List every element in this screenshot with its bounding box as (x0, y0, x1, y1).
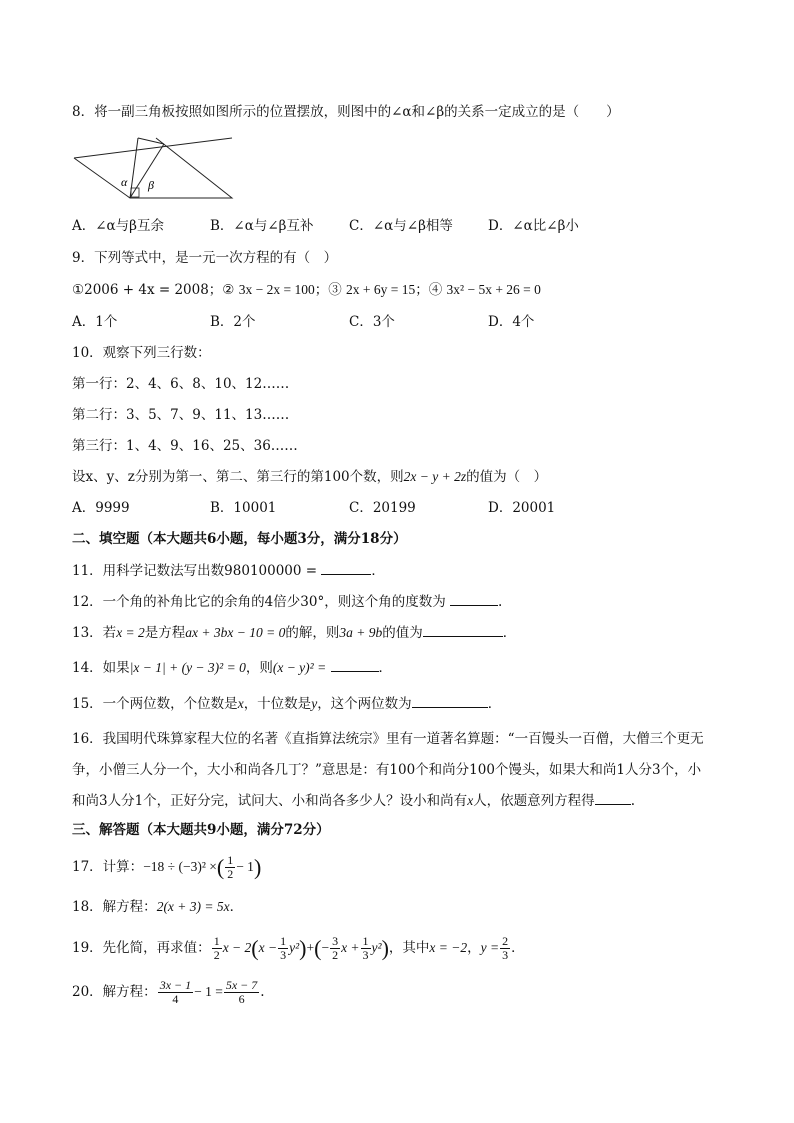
q14-end: ． (378, 660, 392, 676)
q10-stem: 10．观察下列三行数： (72, 345, 211, 361)
q8-options (72, 217, 579, 235)
q8-option-c: C．∠α与∠β相等 (349, 218, 453, 234)
q8-option-a: A．∠α与β互余 (72, 218, 164, 234)
q9-sep3: ；③ (314, 282, 342, 298)
q13-d: ax + 3bx − 10 = 0 (185, 625, 286, 640)
section-2-heading: 二、填空题（本大题共6小题，每小题3分，满分18分） (72, 531, 407, 547)
q11 (72, 562, 385, 580)
q19-t3v: x + (341, 940, 360, 955)
q10-row2: 第二行：3、5、7、9、11、13…… (72, 407, 290, 423)
q9-eq1: ①2006 + 4x = 2008；② (72, 282, 235, 298)
q15-end: ． (487, 696, 502, 712)
q14-d: (x − y)² = (272, 660, 327, 675)
q8-option-d: D．∠α比∠β小 (488, 218, 579, 234)
q19-t2v: y² (289, 940, 300, 955)
q10-expr: 2x − y + 2z (403, 469, 467, 484)
beta-label: β (148, 178, 154, 192)
q9-eq2: 3x − 2x = 100 (238, 282, 315, 297)
q18-end: ． (229, 899, 244, 915)
q9-equations (72, 281, 541, 299)
q15-c: ，这个两位数为 (317, 696, 412, 712)
q17-expr-b: − 1 (236, 859, 254, 874)
q10-ask (72, 468, 547, 486)
q9-options (72, 313, 534, 331)
q12 (72, 593, 502, 611)
q12-blank[interactable] (450, 593, 498, 606)
q11-end: ． (371, 563, 385, 579)
q15-y: y (311, 696, 318, 711)
q12-text: 12．一个角的补角比它的余角的4倍少30°，则这个角的度数为 (72, 594, 446, 610)
q17-fraction: $\frac{1}{2}$ (227, 853, 234, 881)
q16-line1: 16．我国明代珠算家程大位的名著《直指算法统宗》里有一道著名算题：“一百馒头一百僧，大僧三个更无 (72, 731, 704, 747)
q15-b: ，十位数是 (243, 696, 312, 712)
q15 (72, 695, 501, 713)
q16-line2: 争，小僧三人分一个，大小和尚各几丁？”意思是：有100个和尚分100个馒头，如果大和尚1人分3个，小 (72, 762, 702, 778)
q14-a: 14．如果 (72, 660, 130, 676)
q20-end: . (260, 984, 265, 1000)
q9-stem: 9．下列等式中，是一元一次方程的有（ ） (72, 250, 338, 266)
q19-sep: ， (467, 940, 481, 956)
q11-blank[interactable] (321, 562, 371, 575)
q19-t1: x − 2 (222, 940, 252, 955)
q18 (72, 898, 243, 916)
q18-label: 18．解方程： (72, 899, 157, 915)
q20-mid: − 1 = (194, 984, 223, 999)
q13-end: ． (502, 625, 517, 641)
q9-sep4: ；④ (415, 282, 443, 298)
q19: 19．先化简，再求值： $\frac{1}{2}$ x − 2(x − $\frac{1}{3}$ y²)+(− $\frac{3}{2}$ x + $\frac{1}{3}$ y²)，其中x = −2，y = $\frac{2}{3}$ ． (72, 934, 525, 962)
q17-label: 17．计算： (72, 859, 144, 875)
q10-option-a: A．9999 (72, 500, 130, 516)
q10-option-c: C．20199 (349, 500, 416, 516)
q10-row1: 第一行：2、4、6、8、10、12…… (72, 376, 290, 392)
q14 (72, 659, 392, 677)
q10-ask-a: 设x、y、z分别为第一、第二、第三行的第100个数，则 (72, 469, 404, 485)
q9-eq4: 3x² − 5x + 26 = 0 (446, 282, 541, 297)
q20-label: 20．解方程： (72, 984, 157, 1000)
q15-blank[interactable] (412, 695, 488, 708)
q14-c: ，则 (245, 660, 273, 676)
q20-frac2: $\frac{5x - 7}{6}$ (225, 978, 258, 1006)
q15-a: 15．一个两位数，个位数是 (72, 696, 238, 712)
q16-blank[interactable] (595, 792, 631, 805)
q16-line3b: 人，依题意列方程得 (473, 793, 595, 809)
q10-option-d: D．20001 (488, 500, 556, 516)
q17-expr-a: −18 ÷ (−3)² × (143, 859, 217, 874)
q19-t3a: − (321, 940, 330, 955)
q13 (72, 624, 516, 642)
q13-b: x = 2 (116, 625, 145, 640)
q18-expr: 2(x + 3) = 5x (156, 899, 230, 914)
q19-t3: + (306, 940, 315, 955)
q19-t4v: y² (371, 940, 382, 955)
q19-x-value: x = −2 (429, 940, 468, 955)
q8-option-b: B．∠α与∠β互补 (210, 218, 314, 234)
q13-f: 3a + 9b (339, 625, 383, 640)
q13-c: 是方程 (144, 625, 186, 641)
section-3-heading: 三、解答题（本大题共9小题，满分72分） (72, 822, 330, 838)
q13-a: 13．若 (72, 625, 117, 641)
q11-text: 11．用科学记数法写出数980100000 = (72, 563, 318, 579)
q20-frac1: $\frac{3x - 1}{4}$ (159, 978, 192, 1006)
q9-eq3: 2x + 6y = 15 (346, 282, 416, 297)
alpha-label: α (121, 175, 128, 189)
q10-option-b: B．10001 (210, 500, 277, 516)
q9-option-c: C．3个 (349, 314, 395, 330)
triangle-figure (72, 134, 236, 200)
q19-label: 19．先化简，再求值： (72, 940, 211, 956)
q13-g: 的值为 (382, 625, 423, 641)
q15-x: x (237, 696, 244, 711)
q10-options (72, 499, 555, 517)
q19-y-value: y = (480, 940, 500, 955)
q19-end: ． (511, 940, 525, 956)
q20 (72, 976, 265, 1008)
q9-option-b: B．2个 (210, 314, 256, 330)
q17: 17．计算：−18 ÷ (−3)² ×( $\frac{1}{2}$ − 1) (72, 853, 262, 881)
q14-b: |x − 1| + (y − 3)² = 0 (129, 660, 246, 675)
q14-blank[interactable] (331, 659, 379, 672)
q8-stem: 8．将一副三角板按照如图所示的位置摆放，则图中的∠α和∠β的关系一定成立的是（ ） (72, 104, 620, 120)
q19-t2: x − (258, 940, 278, 955)
q16-line3 (72, 792, 635, 810)
q10-ask-b: 的值为（ ） (466, 469, 548, 485)
q10-row3: 第三行：1、4、9、16、25、36…… (72, 438, 298, 454)
q9-option-d: D．4个 (488, 314, 535, 330)
q13-blank[interactable] (423, 624, 503, 637)
q16-x: x (467, 793, 474, 808)
q16-line3a: 和尚3人分1个，正好分完，试问大、小和尚各多少人？设小和尚有 (72, 793, 468, 809)
q12-end: . (498, 594, 503, 610)
q13-e: 的解，则 (285, 625, 340, 641)
q19-where: ，其中 (388, 940, 430, 956)
q9-option-a: A．1个 (72, 314, 118, 330)
q16-end: . (630, 793, 635, 809)
